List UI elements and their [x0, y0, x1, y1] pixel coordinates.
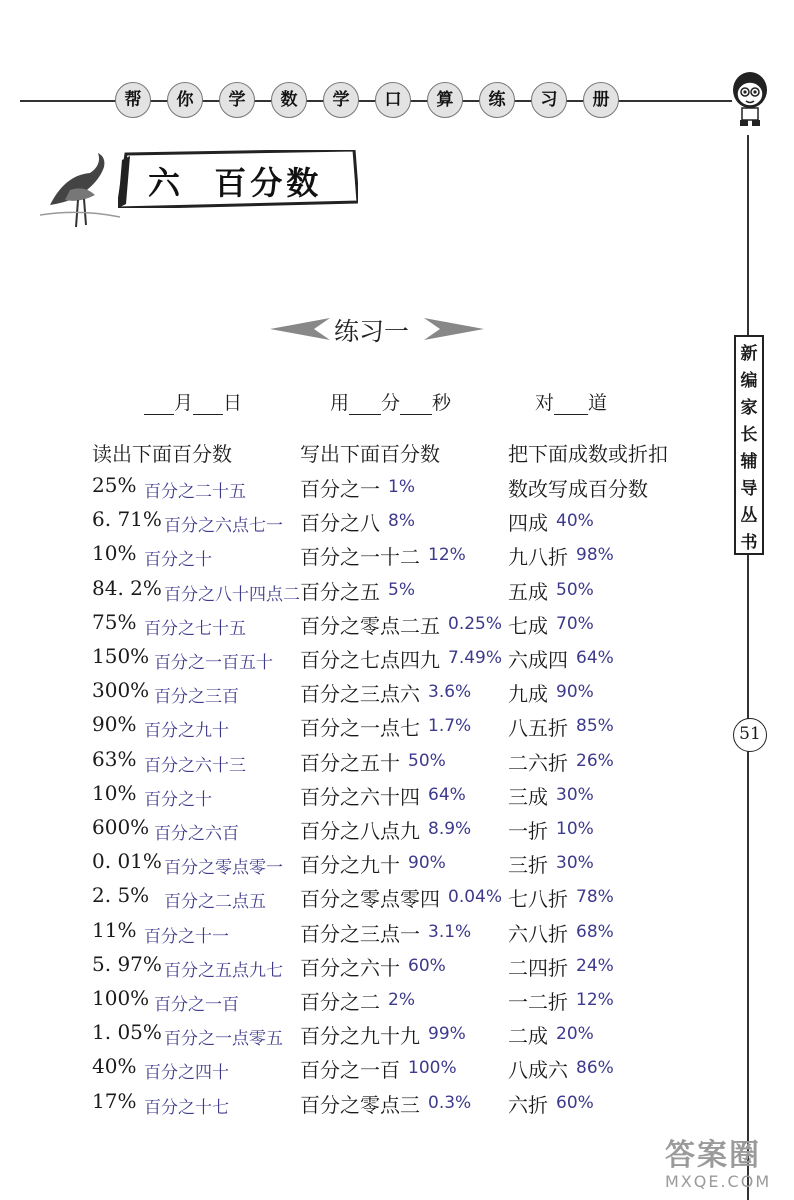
write-answer: 5% [388, 579, 415, 600]
convert-answer: 12% [576, 990, 614, 1010]
write-question: 百分之零点二五 [300, 613, 440, 638]
read-question: 2. 5% [92, 883, 150, 908]
read-question: 84. 2% [92, 575, 162, 600]
read-answer: 百分之十七 [144, 1097, 229, 1118]
read-question: 10% [92, 780, 137, 805]
read-question: 25% [92, 473, 137, 497]
write-answer: 2% [388, 990, 415, 1010]
convert-question: 六折 [508, 1092, 548, 1117]
read-answer: 百分之二点五 [164, 892, 266, 913]
header-word-badge: 算 [427, 82, 463, 118]
write-answer: 0.3% [428, 1092, 472, 1113]
write-question: 百分之三点一 [300, 921, 420, 946]
convert-question: 三折 [508, 853, 548, 878]
series-label-char: 长 [740, 425, 758, 445]
convert-answer: 90% [556, 682, 594, 703]
series-label-char: 辅 [740, 452, 758, 472]
convert-answer: 40% [556, 511, 594, 532]
write-answer: 50% [408, 750, 446, 771]
crane-icon [40, 145, 130, 230]
header-word-badge: 学 [323, 82, 359, 118]
write-answer: 90% [408, 853, 446, 874]
column-header-write: 写出下面百分数 [300, 442, 440, 466]
convert-answer: 20% [556, 1024, 594, 1045]
convert-question: 二六折 [508, 750, 568, 775]
header-word-badge: 你 [167, 82, 203, 118]
day-blank[interactable] [193, 396, 223, 415]
section-title: 练习一 [334, 317, 410, 346]
convert-answer: 10% [556, 819, 594, 839]
write-question: 百分之五十 [300, 750, 400, 775]
read-question: 100% [92, 986, 150, 1010]
column-header-read: 读出下面百分数 [92, 442, 232, 466]
used-label: 用 [330, 392, 350, 414]
read-question: 75% [92, 609, 137, 634]
read-question: 63% [92, 746, 137, 771]
header-word-badge: 练 [479, 82, 515, 118]
convert-question: 一折 [508, 819, 548, 843]
write-answer: 12% [428, 545, 466, 566]
write-answer: 1% [388, 477, 415, 497]
convert-answer: 70% [556, 613, 594, 634]
read-question: 0. 01% [92, 849, 162, 874]
read-question: 1. 05% [92, 1020, 162, 1045]
convert-answer: 78% [576, 887, 614, 908]
read-answer: 百分之六十三 [144, 755, 246, 776]
convert-question: 八成六 [508, 1058, 568, 1083]
read-answer: 百分之五点九七 [164, 960, 283, 981]
write-answer: 3.1% [428, 921, 472, 942]
write-question: 百分之三点六 [300, 682, 420, 707]
write-question: 百分之七点四九 [300, 648, 440, 672]
series-label-char: 导 [740, 479, 758, 499]
second-blank[interactable] [400, 396, 432, 415]
convert-answer: 26% [576, 750, 614, 771]
correct-blank[interactable] [554, 396, 588, 415]
read-answer: 百分之四十 [144, 1063, 229, 1084]
month-blank[interactable] [144, 396, 174, 415]
time-field [330, 388, 451, 415]
minute-blank[interactable] [349, 396, 381, 415]
page-number: 51 [733, 718, 767, 752]
convert-question: 六八折 [508, 921, 568, 946]
write-question: 百分之六十四 [300, 784, 420, 809]
minute-label: 分 [381, 392, 401, 414]
convert-question: 六成四 [508, 648, 568, 672]
convert-answer: 86% [576, 1058, 614, 1079]
write-answer: 99% [428, 1024, 466, 1045]
convert-question: 三成 [508, 784, 548, 809]
write-answer: 8.9% [428, 819, 472, 839]
read-question: 40% [92, 1054, 137, 1079]
write-question: 百分之一百 [300, 1058, 400, 1083]
write-answer: 100% [408, 1058, 457, 1079]
read-question: 600% [92, 815, 150, 839]
read-question: 150% [92, 644, 150, 668]
column-header-convert-line2: 数改写成百分数 [508, 477, 648, 501]
series-label-char: 书 [740, 533, 758, 553]
series-label-char: 编 [740, 371, 758, 391]
convert-answer: 68% [576, 921, 614, 942]
convert-answer: 98% [576, 545, 614, 566]
correct-label: 对 [535, 392, 555, 414]
read-question: 90% [92, 712, 137, 737]
read-answer: 百分之零点零一 [164, 858, 283, 879]
convert-question: 五成 [508, 579, 548, 604]
read-answer: 百分之三百 [154, 687, 239, 708]
header-word-badge: 习 [531, 82, 567, 118]
convert-question: 七八折 [508, 887, 568, 912]
series-label-char: 家 [740, 398, 758, 418]
convert-question: 四成 [508, 511, 548, 536]
read-answer: 百分之二十五 [144, 482, 246, 502]
read-answer: 百分之七十五 [144, 618, 246, 639]
write-answer: 0.25% [448, 613, 503, 634]
convert-question: 七成 [508, 613, 548, 638]
write-question: 百分之八 [300, 511, 380, 536]
write-question: 百分之零点零四 [300, 887, 440, 912]
chapter-title: 六 百分数 [148, 164, 323, 202]
write-question: 百分之二 [300, 990, 380, 1014]
read-question: 300% [92, 678, 150, 703]
write-question: 百分之零点三 [300, 1092, 420, 1117]
convert-answer: 64% [576, 648, 614, 668]
convert-answer: 85% [576, 716, 614, 737]
series-label [734, 335, 764, 555]
read-answer: 百分之十 [144, 789, 212, 810]
left-arrow-ornament-icon [270, 314, 330, 344]
column-header-convert: 把下面成数或折扣 [508, 442, 668, 466]
read-question: 10% [92, 541, 137, 566]
day-label: 日 [223, 392, 243, 414]
read-answer: 百分之六百 [154, 824, 239, 844]
write-question: 百分之九十九 [300, 1024, 420, 1049]
header-word-badge: 帮 [115, 82, 151, 118]
header-word-badge: 册 [583, 82, 619, 118]
header-word-badge: 数 [271, 82, 307, 118]
header-word-badge: 学 [219, 82, 255, 118]
write-answer: 8% [388, 511, 415, 532]
read-question: 17% [92, 1088, 137, 1113]
convert-question: 九成 [508, 682, 548, 707]
read-question: 6. 71% [92, 507, 162, 532]
write-question: 百分之一十二 [300, 545, 420, 570]
count-label: 道 [588, 392, 608, 414]
write-answer: 3.6% [428, 682, 472, 703]
convert-answer: 30% [556, 784, 594, 805]
convert-answer: 30% [556, 853, 594, 874]
read-question: 11% [92, 917, 137, 942]
write-question: 百分之一 [300, 477, 380, 501]
convert-question: 二成 [508, 1024, 548, 1049]
write-answer: 7.49% [448, 648, 503, 668]
convert-answer: 24% [576, 955, 614, 976]
write-question: 百分之六十 [300, 955, 400, 980]
convert-question: 九八折 [508, 545, 568, 570]
second-label: 秒 [432, 392, 452, 414]
date-field [144, 388, 242, 415]
read-answer: 百分之一点零五 [164, 1029, 283, 1050]
read-answer: 百分之十一 [144, 926, 229, 947]
write-question: 百分之五 [300, 579, 380, 604]
write-answer: 1.7% [428, 716, 472, 737]
mascot-icon [728, 68, 772, 132]
write-answer: 64% [428, 784, 466, 805]
convert-question: 二四折 [508, 955, 568, 980]
write-answer: 60% [408, 955, 446, 976]
read-answer: 百分之六点七一 [164, 516, 283, 537]
read-question: 5. 97% [92, 951, 162, 976]
month-label: 月 [174, 392, 194, 414]
convert-answer: 60% [556, 1092, 594, 1113]
watermark-logo: 答案圈 MXQE.COM [665, 1138, 772, 1191]
read-answer: 百分之十 [144, 550, 212, 571]
header-word-badge: 口 [375, 82, 411, 118]
convert-question: 八五折 [508, 716, 568, 741]
right-arrow-ornament-icon [424, 314, 484, 344]
read-answer: 百分之一百 [154, 995, 239, 1015]
series-label-char: 新 [740, 344, 758, 364]
write-question: 百分之九十 [300, 853, 400, 878]
convert-question: 一二折 [508, 990, 568, 1014]
write-question: 百分之一点七 [300, 716, 420, 741]
spine-rule [747, 135, 749, 1200]
write-answer: 0.04% [448, 887, 503, 908]
write-question: 百分之八点九 [300, 819, 420, 843]
convert-answer: 50% [556, 579, 594, 600]
series-label-char: 丛 [740, 506, 758, 526]
score-field [535, 388, 607, 415]
read-answer: 百分之八十四点二 [164, 584, 300, 605]
read-answer: 百分之九十 [144, 721, 229, 742]
read-answer: 百分之一百五十 [154, 653, 273, 673]
